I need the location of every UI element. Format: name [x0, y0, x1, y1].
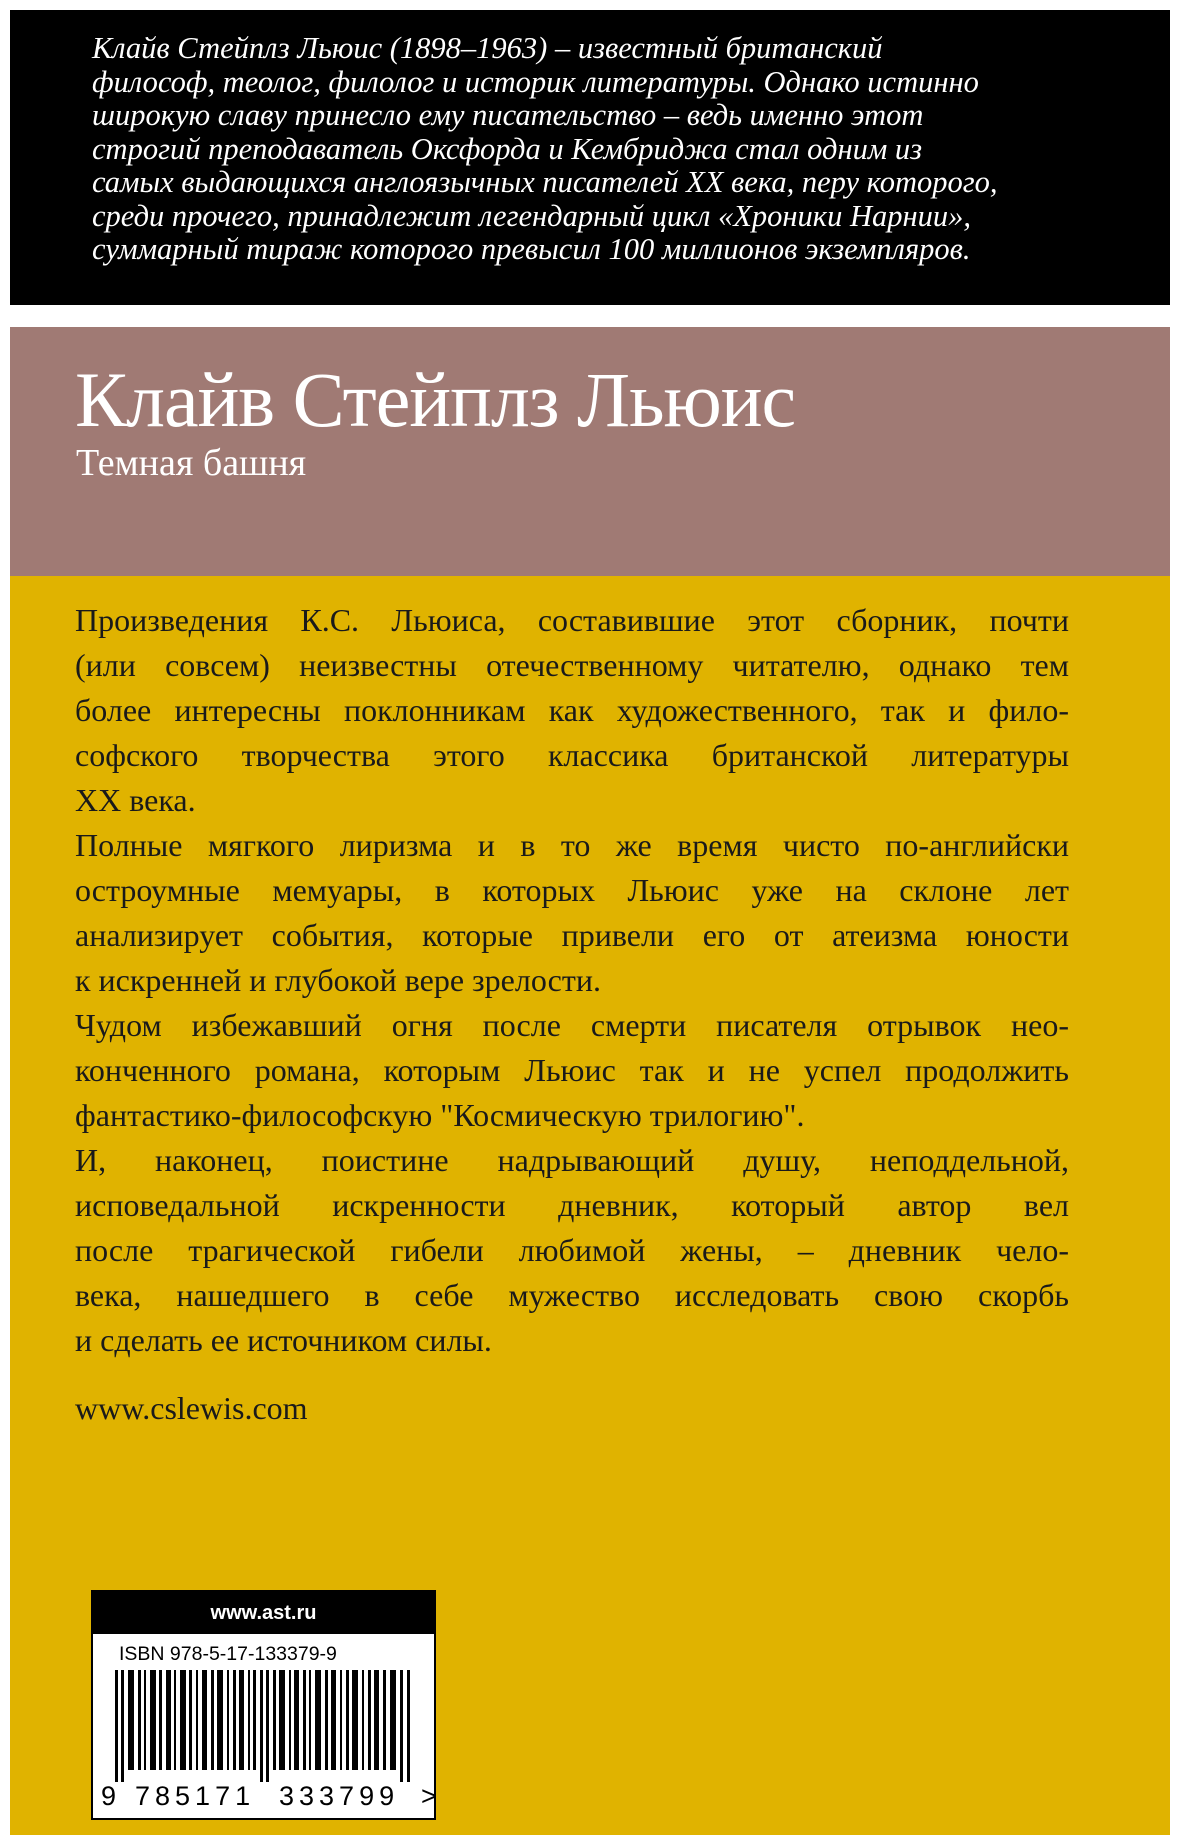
barcode-digits-left: 785171 — [135, 1781, 256, 1811]
publisher-site: www.ast.ru — [93, 1592, 434, 1634]
description-line: (или совсем) неизвестны отечественному читателю, однако тем — [75, 647, 1069, 683]
book-title: Темная башня — [76, 442, 307, 484]
description-line: века, нашедшего в себе мужество исследовать свою скорбь — [75, 1277, 1069, 1313]
barcode-digits-right: 333799 — [279, 1781, 400, 1811]
description-line: Произведения К.С. Льюиса, составившие этот сборник, почти — [75, 602, 1069, 638]
barcode-arrow: > — [421, 1781, 437, 1811]
bio-line: самых выдающихся англоязычных писателей XX века, перу которого, — [92, 165, 998, 199]
description-line: и сделать ее источником силы. — [75, 1322, 492, 1358]
barcode-icon — [115, 1670, 415, 1782]
bio-line: среди прочего, принадлежит легендарный цикл «Хроники Нарнии», — [92, 198, 971, 233]
bio-line: суммарный тираж которого превысил 100 миллионов экземпляров. — [92, 232, 971, 266]
barcode-digits — [101, 1779, 437, 1813]
author-name: Клайв Стейплз Льюис — [75, 356, 796, 443]
title-panel — [10, 327, 1170, 576]
description-line: софского творчества этого классика британской литературы — [75, 737, 1069, 773]
bio-line: строгий преподаватель Оксфорда и Кембриджа стал одним из — [92, 131, 923, 166]
isbn-label: ISBN 978-5-17-133379-9 — [119, 1643, 337, 1665]
barcode-box — [91, 1590, 436, 1820]
author-bio-panel — [10, 10, 1170, 305]
description-line: конченного романа, которым Льюис так и не успел продолжить — [75, 1052, 1069, 1088]
description-line: к искренней и глубокой вере зрелости. — [75, 962, 601, 998]
description-line: остроумные мемуары, в которых Льюис уже на склоне лет — [75, 872, 1069, 908]
bio-line: Клайв Стейплз Льюис (1898–1963) – известный британский — [92, 31, 883, 65]
description-line: И, наконец, поистине надрывающий душу, неподдельной, — [75, 1142, 1069, 1178]
description-line: фантастико-философскую "Космическую трилогию". — [75, 1097, 805, 1133]
bio-line: философ, теолог, филолог и историк литературы. Однако истинно — [92, 64, 979, 99]
book-description — [75, 598, 1069, 1363]
description-line: более интересны поклонникам как художественного, так и фило- — [75, 692, 1069, 728]
description-line: исповедальной искренности дневник, который автор вел — [75, 1187, 1069, 1223]
barcode-digit-first: 9 — [101, 1781, 117, 1811]
website-link[interactable]: www.cslewis.com — [75, 1390, 308, 1426]
description-line: Полные мягкого лиризма и в то же время чисто по-английски — [75, 827, 1069, 863]
description-line: анализирует события, которые привели его от атеизма юности — [75, 917, 1069, 953]
description-panel — [10, 576, 1170, 1835]
description-line: XX века. — [75, 782, 196, 818]
bio-line: широкую славу принесло ему писательство – ведь именно этот — [92, 98, 924, 132]
description-line: Чудом избежавший огня после смерти писателя отрывок нео- — [75, 1007, 1069, 1043]
description-line: после трагической гибели любимой жены, – дневник чело- — [75, 1232, 1069, 1268]
